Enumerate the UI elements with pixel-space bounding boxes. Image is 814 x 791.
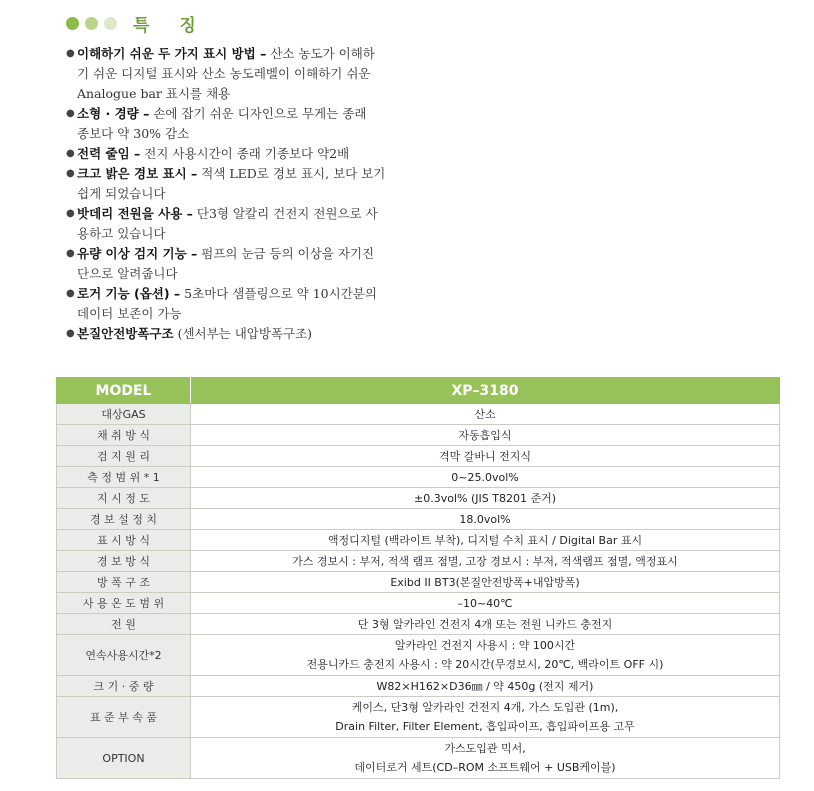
bullet-dot-icon xyxy=(104,17,117,30)
spec-row xyxy=(57,488,780,509)
spec-value: 알카라인 건전지 사용시 : 약 100시간 xyxy=(394,639,576,652)
feature-description: 전지 사용시간이 종래 기종보다 약2배 xyxy=(140,146,350,161)
spec-row xyxy=(57,446,780,467)
bullet-icon: ● xyxy=(66,148,75,159)
bullet-icon: ● xyxy=(66,48,75,59)
spec-value-cell xyxy=(191,404,780,425)
spec-value-cell xyxy=(191,551,780,572)
spec-label: 크 기 · 중 량 xyxy=(57,676,191,697)
spec-label: 연속사용시간*2 xyxy=(57,635,191,676)
feature-item xyxy=(66,324,446,344)
bullet-dot-icon xyxy=(85,17,98,30)
feature-item xyxy=(66,44,446,104)
spec-value: 전용니카드 충전지 사용시 : 약 20시간(무경보시, 20℃, 백라이트 OFF 시) xyxy=(306,658,664,671)
spec-label: 방 폭 구 조 xyxy=(57,572,191,593)
spec-value-cell xyxy=(191,446,780,467)
feature-title: 유량 이상 검지 기능 – xyxy=(77,246,198,261)
spec-value: 격막 갈바니 전지식 xyxy=(438,449,531,463)
bullet-icon: ● xyxy=(66,328,75,339)
feature-title: 소형 · 경량 – xyxy=(77,106,150,121)
spec-label: 표 시 방 식 xyxy=(57,530,191,551)
feature-title: 밧데리 전원을 사용 – xyxy=(77,206,193,221)
spec-row xyxy=(57,425,780,446)
spec-value: 단 3형 알카라인 건전지 4개 또는 전원 니카드 충전지 xyxy=(357,617,613,631)
spec-row xyxy=(57,697,780,738)
feature-description-continued: 기 쉬운 디지털 표시와 산소 농도레벨이 이해하기 쉬운 xyxy=(77,66,371,81)
section-header xyxy=(66,10,208,36)
spec-value: 데이터로거 세트(CD–ROM 소프트웨어 + USB케이블) xyxy=(354,761,616,774)
spec-value-cell xyxy=(191,425,780,446)
spec-label: 지 시 정 도 xyxy=(57,488,191,509)
spec-value-cell xyxy=(191,697,780,738)
spec-value: W82×H162×D36㎜ / 약 450g (전지 제거) xyxy=(376,679,594,693)
spec-value-cell xyxy=(191,530,780,551)
spec-value-cell xyxy=(191,572,780,593)
spec-row xyxy=(57,404,780,425)
spec-value-cell xyxy=(191,467,780,488)
spec-label: 표 준 부 속 품 xyxy=(57,697,191,738)
feature-title: 본질안전방폭구조 xyxy=(77,326,174,341)
feature-description: (센서부는 내압방폭구조) xyxy=(173,326,313,341)
spec-value: 액정디지털 (백라이트 부착), 디지털 수치 표시 / Digital Bar 표시 xyxy=(327,533,643,547)
spec-table xyxy=(56,377,780,779)
spec-value: 자동흡입식 xyxy=(458,428,512,442)
bullet-dot-icon xyxy=(66,17,79,30)
feature-item xyxy=(66,284,446,324)
spec-value: 0~25.0vol% xyxy=(451,470,519,484)
spec-label: 대상GAS xyxy=(57,404,191,425)
feature-title: 이해하기 쉬운 두 가지 표시 방법 – xyxy=(77,46,267,61)
feature-description: 적색 LED로 경보 표시, 보다 보기 xyxy=(197,166,386,181)
bullet-icon: ● xyxy=(66,108,75,119)
feature-description: 5초마다 샘플링으로 약 10시간분의 xyxy=(180,286,377,301)
spec-value-cell xyxy=(191,738,780,779)
bullet-icon: ● xyxy=(66,288,75,299)
spec-value-cell xyxy=(191,488,780,509)
spec-value: –10~40℃ xyxy=(457,596,513,610)
feature-description: 펌프의 눈금 등의 이상을 자기진 xyxy=(197,246,375,261)
feature-title: 전력 줄임 – xyxy=(77,146,141,161)
feature-description: 산소 농도가 이해하 xyxy=(266,46,375,61)
spec-value-cell xyxy=(191,614,780,635)
spec-row xyxy=(57,676,780,697)
feature-item xyxy=(66,244,446,284)
spec-row xyxy=(57,593,780,614)
bullet-icon: ● xyxy=(66,208,75,219)
feature-item xyxy=(66,144,446,164)
feature-item xyxy=(66,104,446,144)
spec-value: 산소 xyxy=(474,407,496,421)
spec-value-cell xyxy=(191,593,780,614)
spec-value: Exibd II BT3(본질안전방폭+내압방폭) xyxy=(390,575,580,589)
spec-label: 사 용 온 도 범 위 xyxy=(57,593,191,614)
model-header-label: MODEL xyxy=(57,378,191,404)
spec-value: 케이스, 단3형 알카라인 건전지 4개, 가스 도입관 (1m), xyxy=(351,701,619,714)
feature-description-continued: 종보다 약 30% 감소 xyxy=(77,126,190,141)
feature-description: 손에 잡기 쉬운 디자인으로 무게는 종래 xyxy=(149,106,367,121)
spec-header-row xyxy=(57,378,780,404)
spec-label: 검 지 원 리 xyxy=(57,446,191,467)
spec-value: ±0.3vol% (JIS T8201 준거) xyxy=(414,491,556,505)
spec-label: 전 원 xyxy=(57,614,191,635)
spec-label: 측 정 범 위 * 1 xyxy=(57,467,191,488)
spec-row xyxy=(57,467,780,488)
feature-description-continued: 단으로 알려줍니다 xyxy=(77,266,178,281)
spec-row xyxy=(57,738,780,779)
spec-value-cell xyxy=(191,509,780,530)
spec-value: 18.0vol% xyxy=(459,512,511,526)
spec-value: 가스도입관 믹서, xyxy=(444,742,526,755)
spec-value: Drain Filter, Filter Element, 흡입파이프, 흡입파이프용 고무 xyxy=(335,720,635,733)
spec-value: 가스 경보시 : 부저, 적색 램프 점멸, 고장 경보시 : 부저, 적색램프 점멸, 액정표시 xyxy=(292,554,678,568)
spec-row xyxy=(57,509,780,530)
feature-description: 단3형 알칼리 건전지 전원으로 사 xyxy=(192,206,378,221)
bullet-icon: ● xyxy=(66,168,75,179)
spec-row xyxy=(57,551,780,572)
feature-title: 로거 기능 (옵션) – xyxy=(77,286,181,301)
feature-description-continued: 데이터 보존이 가능 xyxy=(77,306,182,321)
spec-row xyxy=(57,530,780,551)
model-header-value: XP–3180 xyxy=(191,378,780,404)
spec-label: OPTION xyxy=(57,738,191,779)
spec-row xyxy=(57,614,780,635)
spec-value-cell xyxy=(191,635,780,676)
spec-row xyxy=(57,635,780,676)
feature-title: 크고 밝은 경보 표시 – xyxy=(77,166,198,181)
section-title: 특 징 xyxy=(133,15,208,36)
feature-item xyxy=(66,204,446,244)
feature-description-continued: 용하고 있습니다 xyxy=(77,226,166,241)
feature-list xyxy=(66,44,446,344)
spec-label: 채 취 방 식 xyxy=(57,425,191,446)
feature-description-continued: 쉽게 되었습니다 xyxy=(77,186,166,201)
spec-label: 경 보 방 식 xyxy=(57,551,191,572)
spec-label: 경 보 설 정 치 xyxy=(57,509,191,530)
bullet-icon: ● xyxy=(66,248,75,259)
feature-description-continued: Analogue bar 표시를 채용 xyxy=(77,86,231,101)
spec-row xyxy=(57,572,780,593)
feature-item xyxy=(66,164,446,204)
spec-value-cell xyxy=(191,676,780,697)
